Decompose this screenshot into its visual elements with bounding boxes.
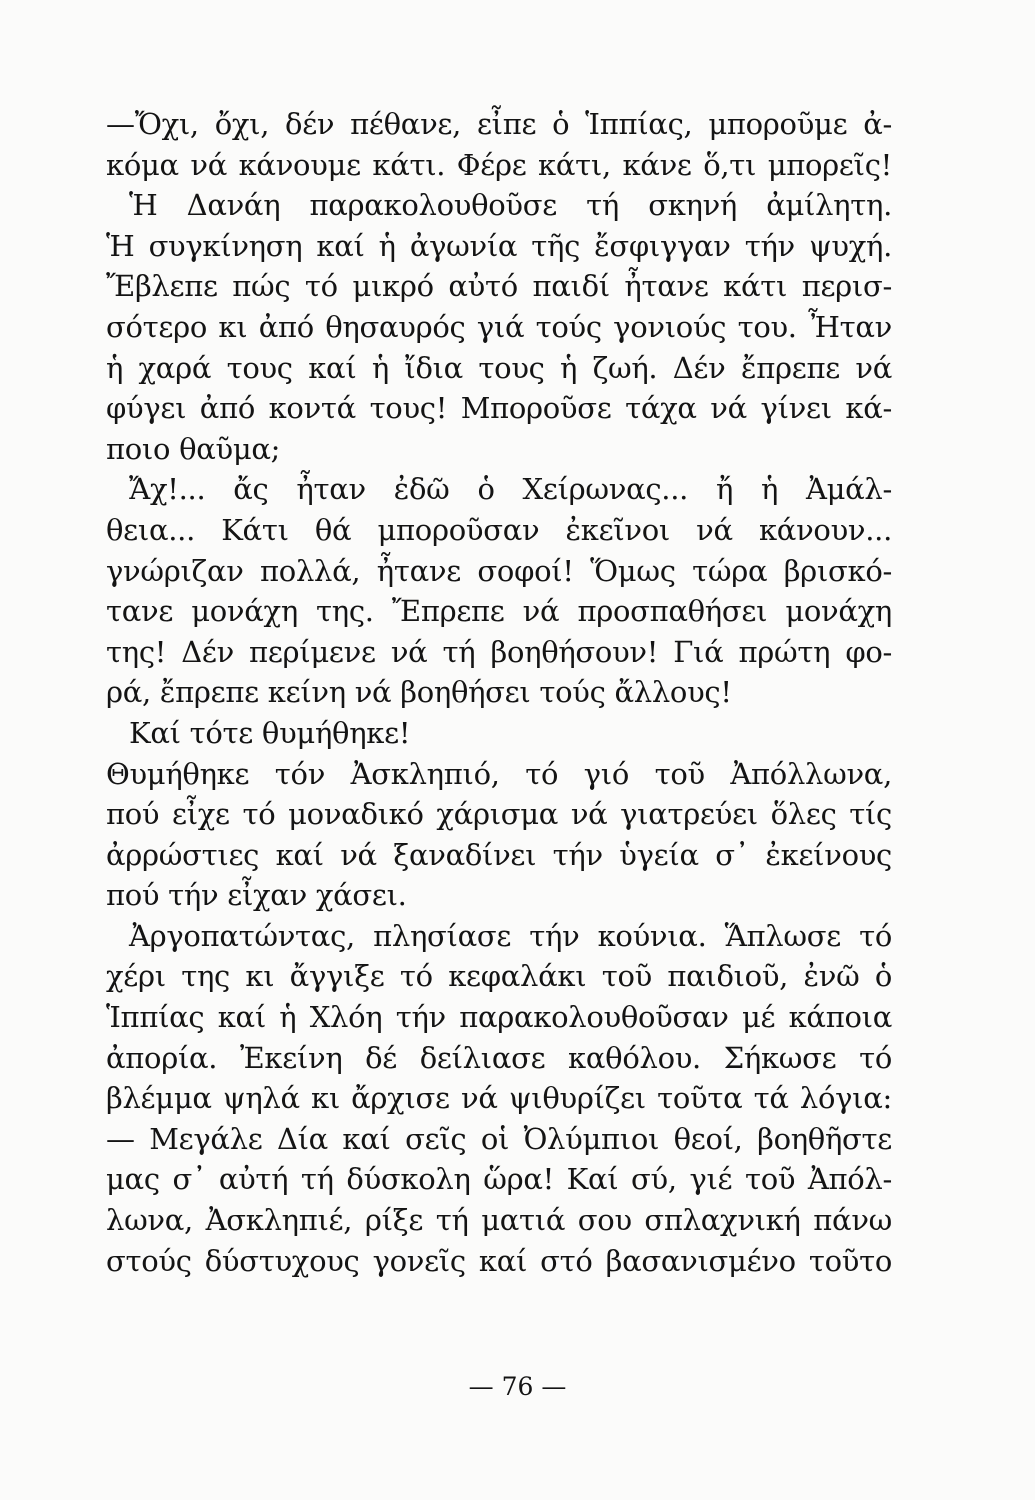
text-line: πού εἶχε τό μοναδικό χάρισμα νά γιατρεύει ὅλες τίς — [106, 797, 892, 832]
page-number: — 76 — — [468, 1372, 567, 1401]
body-text — [106, 104, 892, 1281]
text-line: φύγει ἀπό κοντά τους! Μποροῦσε τάχα νά γίνει κά- — [106, 391, 892, 426]
text-line: βλέμμα ψηλά κι ἄρχισε νά ψιθυρίζει τοῦτα τά λόγια: — [106, 1081, 892, 1116]
text-line: θεια... Κάτι θά μποροῦσαν ἐκεῖνοι νά κάνουν... — [106, 512, 892, 547]
text-line: μας σ᾽ αὐτή τή δύσκολη ὥρα! Καί σύ, γιέ τοῦ Ἀπόλ- — [106, 1162, 892, 1197]
text-line: σότερο κι ἀπό θησαυρός γιά τούς γονιούς του. Ἦταν — [106, 309, 892, 344]
text-line: Καί τότε θυμήθηκε! — [129, 715, 411, 750]
text-line: ποιο θαῦμα; — [106, 431, 281, 466]
text-line: ἀπορία. Ἐκείνη δέ δείλιασε καθόλου. Σήκωσε τό — [106, 1040, 892, 1075]
text-line: της! Δέν περίμενε νά τή βοηθήσουν! Γιά πρώτη φο- — [106, 634, 892, 669]
text-line: τανε μονάχη της. Ἔπρεπε νά προσπαθήσει μονάχη — [106, 594, 892, 629]
text-line: — Μεγάλε Δία καί σεῖς οἱ Ὀλύμπιοι θεοί, βοηθῆστε — [106, 1121, 892, 1156]
text-line: γνώριζαν πολλά, ἦτανε σοφοί! Ὅμως τώρα βρισκό- — [106, 553, 892, 588]
text-line: Θυμήθηκε τόν Ἀσκληπιό, τό γιό τοῦ Ἀπόλλωνα, — [106, 756, 892, 791]
text-line: πού τήν εἶχαν χάσει. — [106, 878, 407, 913]
text-line: κόμα νά κάνουμε κάτι. Φέρε κάτι, κάνε ὅ,τι μπορεῖς! — [106, 147, 892, 182]
text-line: ἀρρώστιες καί νά ξαναδίνει τήν ὑγεία σ᾽ ἐκείνους — [106, 837, 892, 872]
text-line: Ἔβλεπε πώς τό μικρό αὐτό παιδί ἦτανε κάτι περισ- — [106, 269, 892, 304]
text-line: λωνα, Ἀσκληπιέ, ρίξε τή ματιά σου σπλαχνική πάνω — [106, 1203, 892, 1238]
text-line: χέρι της κι ἄγγιξε τό κεφαλάκι τοῦ παιδιοῦ, ἐνῶ ὁ — [106, 959, 892, 994]
text-line: ἡ χαρά τους καί ἡ ἴδια τους ἡ ζωή. Δέν ἔπρεπε νά — [106, 350, 892, 385]
text-line: Ἱππίας καί ἡ Χλόη τήν παρακολουθοῦσαν μέ κάποια — [106, 1000, 892, 1035]
text-line: Ἡ συγκίνηση καί ἡ ἀγωνία τῆς ἔσφιγγαν τήν ψυχή. — [106, 228, 892, 263]
text-line: Ἄχ!... ἄς ἦταν ἐδῶ ὁ Χείρωνας... ἤ ἡ Ἀμάλ- — [129, 472, 892, 507]
text-line: ρά, ἔπρεπε κείνη νά βοηθήσει τούς ἄλλους! — [106, 675, 732, 710]
text-line: Ἡ Δανάη παρακολουθοῦσε τή σκηνή ἀμίλητη. — [129, 188, 892, 223]
text-line: στούς δύστυχους γονεῖς καί στό βασανισμένο τοῦτο — [106, 1243, 892, 1278]
text-line: —Ὄχι, ὄχι, δέν πέθανε, εἶπε ὁ Ἱππίας, μποροῦμε ἀ- — [106, 107, 892, 141]
text-line: Ἀργοπατώντας, πλησίασε τήν κούνια. Ἅπλωσε τό — [129, 918, 892, 953]
